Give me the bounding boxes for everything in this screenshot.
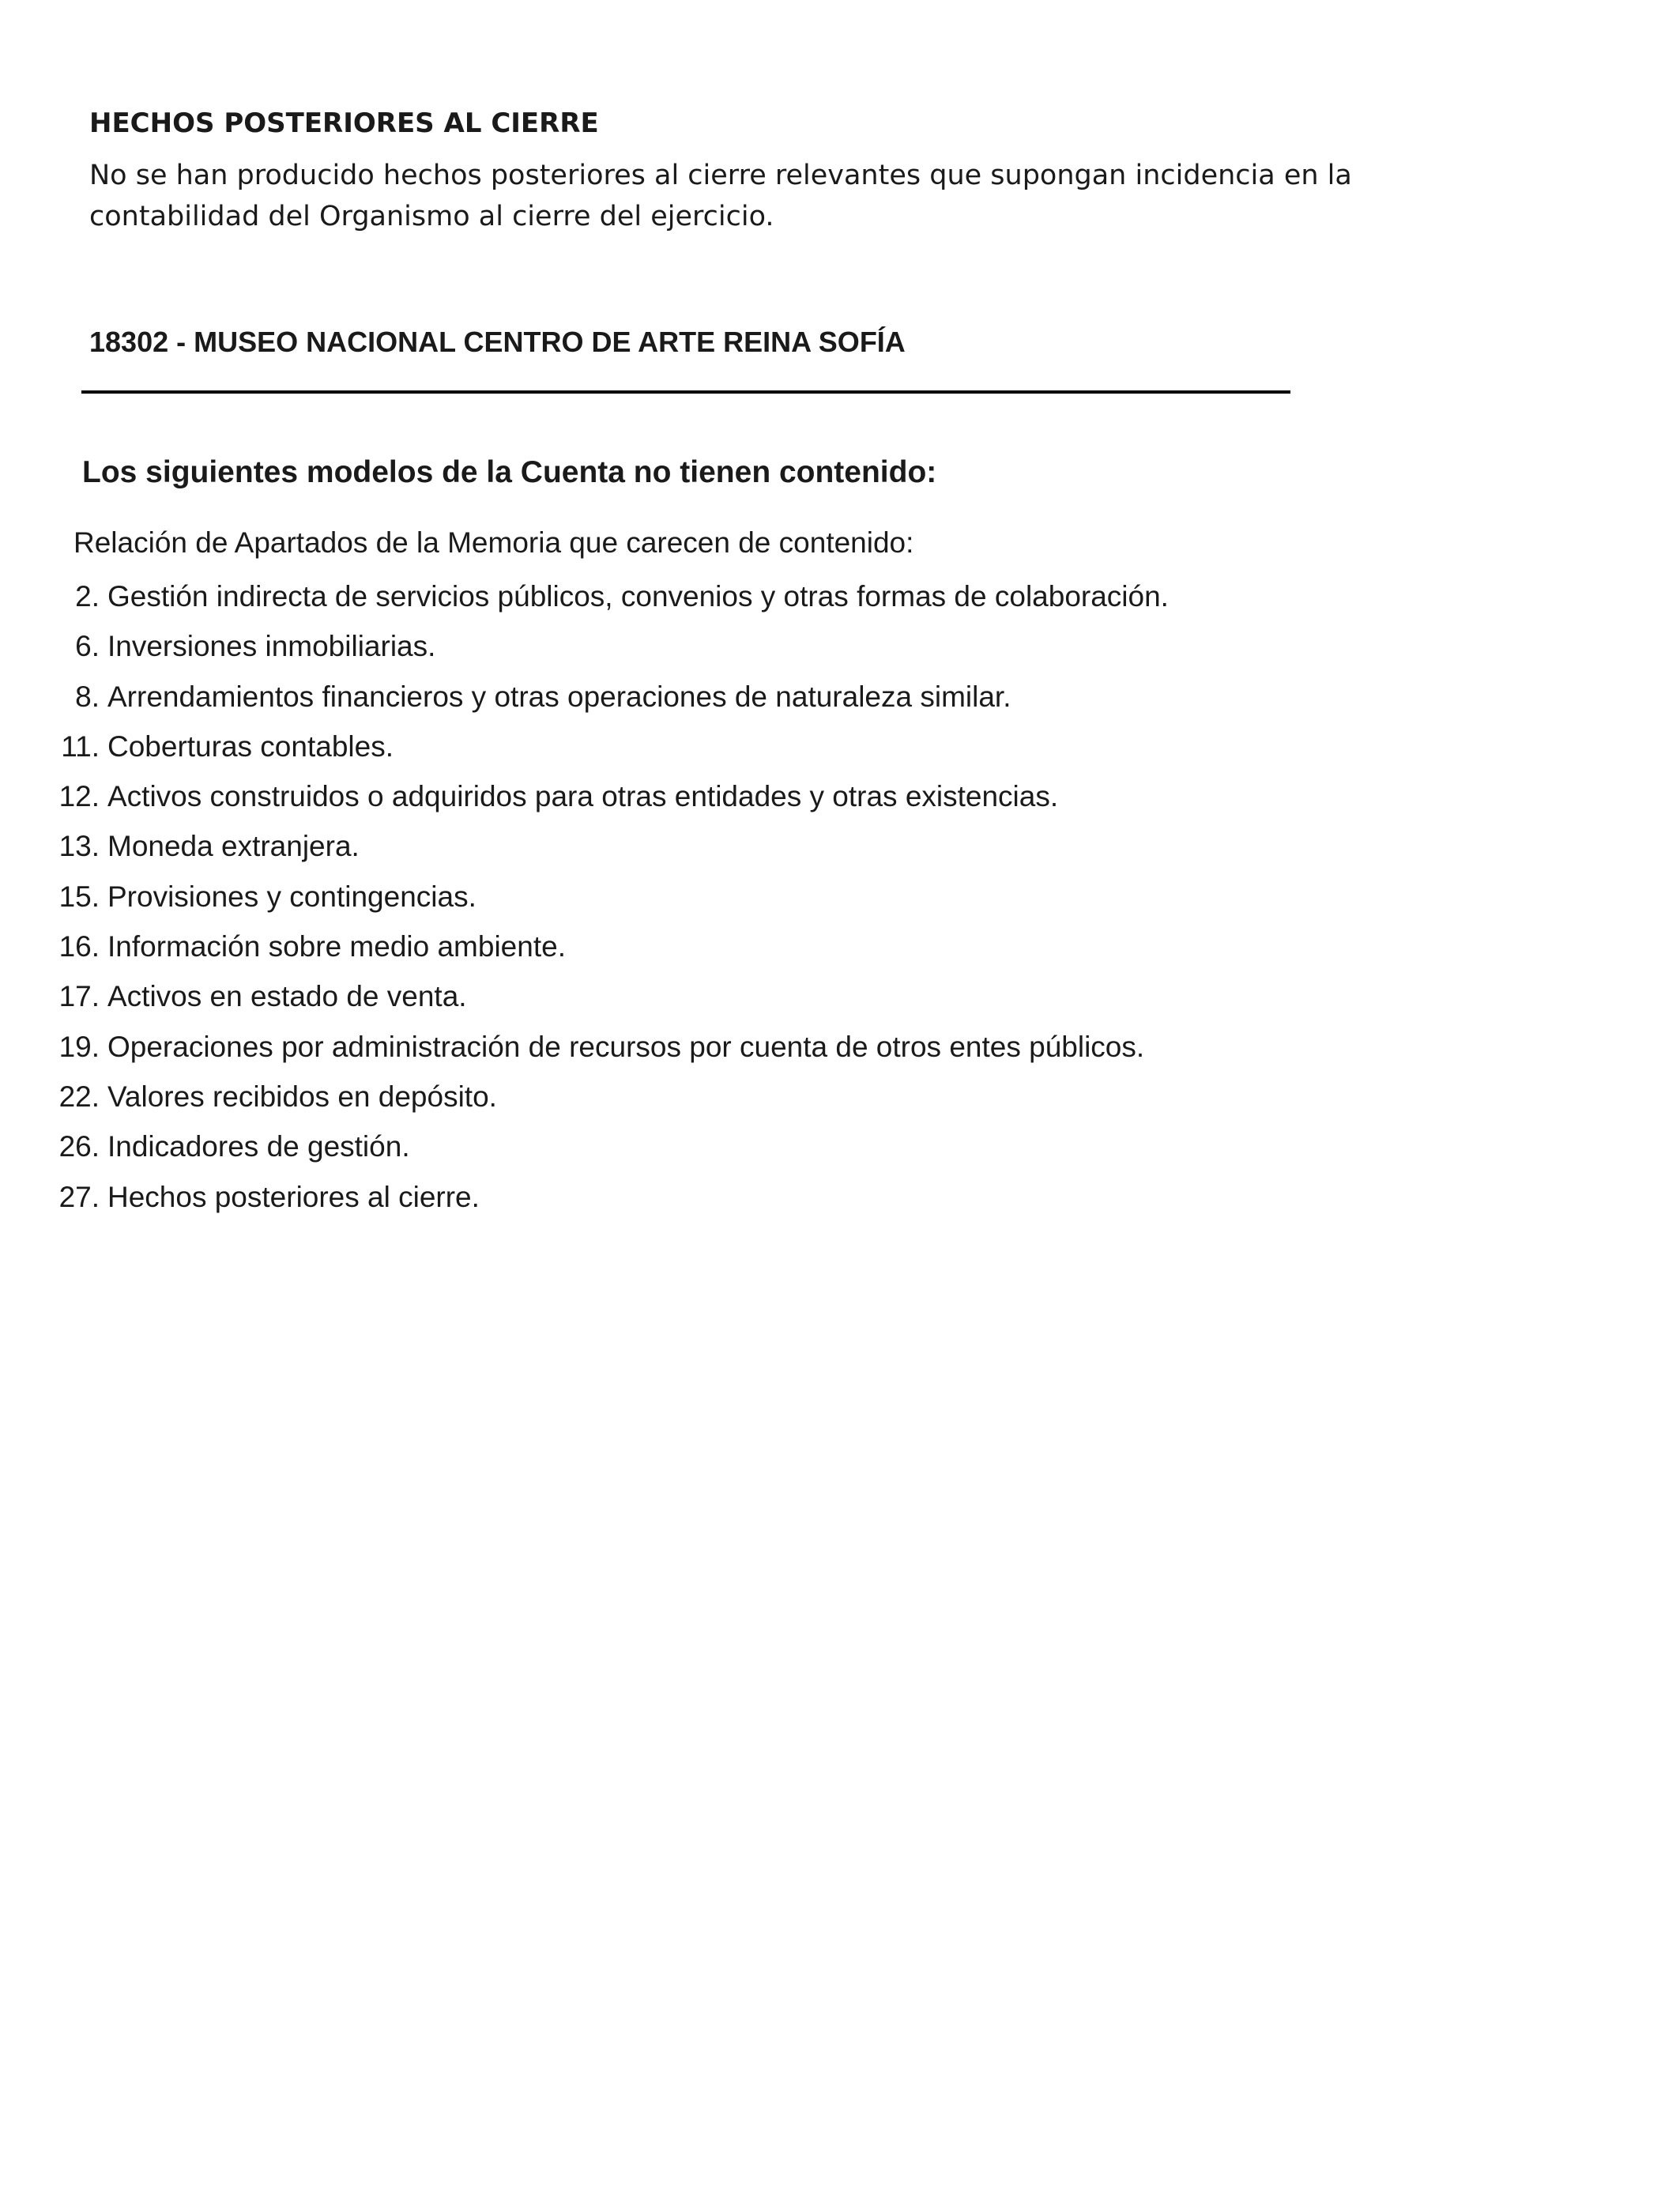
list-item-text: Valores recibidos en depósito.: [107, 1080, 497, 1113]
list-item: [0, 677, 1680, 726]
list-item-number: 26.: [58, 1130, 100, 1163]
list-intro: Relación de Apartados de la Memoria que carecen de contenido:: [73, 526, 914, 559]
list-item: [0, 1177, 1680, 1227]
list-item: [0, 926, 1680, 976]
list-item-text: Activos en estado de venta.: [107, 980, 467, 1013]
list-item-text: Activos construidos o adquiridos para otras entidades y otras existencias.: [107, 780, 1059, 813]
list-item-text: Información sobre medio ambiente.: [107, 930, 566, 963]
list-item-text: Inversiones inmobiliarias.: [107, 630, 436, 663]
list-item-number: 11.: [61, 729, 100, 763]
list-item: [0, 826, 1680, 876]
section-heading: HECHOS POSTERIORES AL CIERRE: [89, 107, 599, 139]
list-item: [0, 726, 1680, 776]
list-item: [0, 976, 1680, 1026]
list-item: [0, 776, 1680, 826]
list-item-text: Moneda extranjera.: [107, 830, 360, 863]
list-item-text: Gestión indirecta de servicios públicos, convenios y otras formas de colaboración.: [107, 580, 1169, 613]
section-body: [89, 155, 1433, 237]
list-item: [0, 876, 1680, 926]
horizontal-rule: [81, 390, 1290, 394]
list-item-text: Coberturas contables.: [107, 729, 394, 763]
list-item-number: 12.: [58, 780, 100, 813]
list-item-number: 19.: [58, 1030, 100, 1063]
list-item-number: 27.: [58, 1180, 100, 1213]
list-item: [0, 1126, 1680, 1176]
list-item: [0, 626, 1680, 676]
list-item: [0, 1076, 1680, 1126]
models-heading: Los siguientes modelos de la Cuenta no tienen contenido:: [82, 455, 937, 489]
list-item-number: 8.: [75, 680, 100, 713]
list-item-number: 22.: [58, 1080, 100, 1113]
list-item-text: Hechos posteriores al cierre.: [107, 1180, 480, 1213]
list-item-number: 15.: [58, 880, 100, 913]
list-item-text: Arrendamientos financieros y otras operaciones de naturaleza similar.: [107, 680, 1011, 713]
list-item-number: 17.: [58, 980, 100, 1013]
organization-title: 18302 - MUSEO NACIONAL CENTRO DE ARTE REINA SOFÍA: [89, 326, 906, 358]
list-item-text: Indicadores de gestión.: [107, 1130, 410, 1163]
empty-sections-list: [0, 576, 1680, 1227]
section-body-line: No se han producido hechos posteriores al cierre relevantes que supongan incidencia en la: [89, 160, 1352, 191]
list-item-text: Operaciones por administración de recursos por cuenta de otros entes públicos.: [107, 1030, 1145, 1063]
list-item: [0, 1027, 1680, 1076]
list-item-number: 16.: [58, 930, 100, 963]
list-item-number: 2.: [75, 580, 100, 613]
list-item-number: 13.: [58, 830, 100, 863]
section-body-line: contabilidad del Organismo al cierre del ejercicio.: [89, 201, 774, 232]
list-item: [0, 576, 1680, 626]
list-item-text: Provisiones y contingencias.: [107, 880, 477, 913]
list-item-number: 6.: [75, 630, 100, 663]
